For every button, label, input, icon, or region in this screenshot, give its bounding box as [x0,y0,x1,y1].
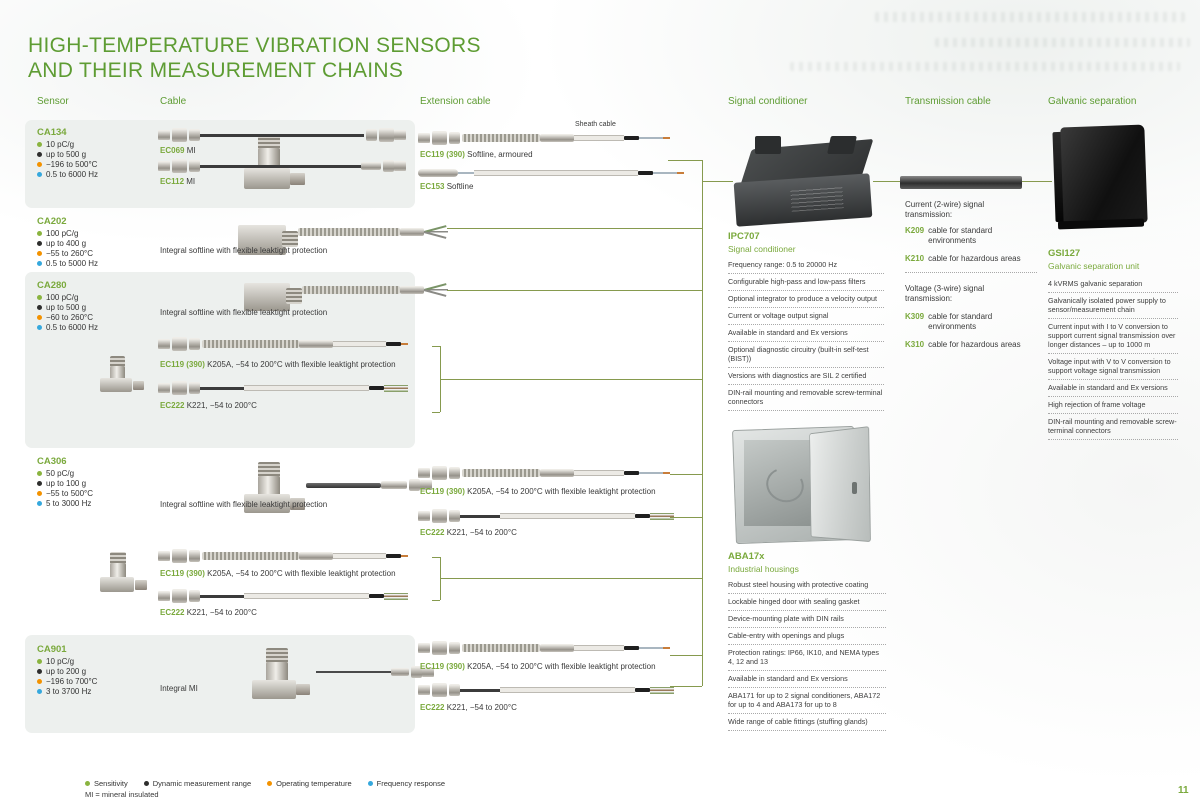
connector-line [432,412,440,413]
gsi127-code: GSI127 [1048,248,1081,259]
spec-sensitivity: 10 pC/g [37,656,97,666]
ext-label-ec222-3: EC222 K221, −54 to 200°C [420,703,517,712]
spec-frequency: 0.5 to 6000 Hz [37,322,98,332]
cable-label-ca280-integral: Integral softline with flexible leaktight protection [160,308,328,317]
connector-line [432,346,440,347]
legend-sensitivity: Sensitivity [85,779,128,788]
connector-bus [702,160,703,686]
ca901-integral-mi-photo [316,666,434,678]
ipc707-code: IPC707 [728,231,760,242]
ext-ec222-photo-3 [418,682,674,698]
gsi127-subtitle: Galvanic separation unit [1048,261,1140,271]
k309-item: K309 cable for standard environments [905,312,993,331]
feature-item: Wide range of cable fittings (stuffing glands) [728,714,886,731]
connector-line [440,379,702,380]
sensor-code-ca901: CA901 [37,644,67,655]
spec-temperature: −55 to 260°C [37,248,98,258]
connector-line [447,290,702,291]
bullet-dot [37,142,42,147]
column-header-sensor: Sensor [37,96,69,107]
page-number: 11 [1178,785,1189,796]
ca306-integral-cable-photo [306,478,432,492]
footer-note: MI = mineral insulated [85,790,159,799]
feature-item: 4 kVRMS galvanic separation [1048,276,1178,293]
spec-sensitivity: 100 pC/g [37,292,98,302]
bullet-dot [37,325,42,330]
sensor-specs-ca134 [37,139,98,179]
current-transmission-heading: Current (2-wire) signal transmission: [905,200,985,219]
bullet-dot [37,659,42,664]
feature-item: Optional diagnostic circuitry (built-in self-test (BIST)) [728,342,884,368]
sensor-specs-ca280 [37,292,98,332]
bullet-dot [37,315,42,320]
ext-label-ec119-2: EC119 (390) K205A, −54 to 200°C with flexible leaktight protection [420,487,656,496]
transmission-cable-photo [900,176,1022,189]
ext-label-ec119-armoured: EC119 (390) Softline, armoured [420,150,533,159]
ec112-cable-photo [158,158,406,174]
ca202-integral-cable-photo [296,224,448,240]
ext-label-ec222-2: EC222 K221, −54 to 200°C [420,528,517,537]
ca280-integral-cable-photo [300,282,448,298]
feature-item: Cable-entry with openings and plugs [728,628,886,645]
feature-item: ABA171 for up to 2 signal conditioners, ABA172 for up to 4 and ABA173 for up to 8 [728,688,886,714]
bullet-dot [37,669,42,674]
sensor-specs-ca202 [37,228,98,268]
page-title-line2: AND THEIR MEASUREMENT CHAINS [28,59,404,82]
bullet-dot [37,251,42,256]
page-title [28,33,481,83]
ca901-sensor-photo [250,648,316,702]
ext-ec119-photo-2 [418,465,670,481]
feature-item: Current or voltage output signal [728,308,884,325]
connector-line [432,600,440,601]
k210-item: K210 cable for hazardous areas [905,254,1021,263]
ext-ec222-photo-2 [418,508,674,524]
spec-temperature: −55 to 500°C [37,488,93,498]
sensor-specs-ca306 [37,468,93,508]
aba17x-code: ABA17x [728,551,765,562]
feature-item: Galvanically isolated power supply to sensor/measurement chain [1048,293,1178,319]
bullet-dot [144,781,149,786]
feature-item: Voltage input with V to V conversion to support voltage signal transmission [1048,354,1178,380]
ext-label-ec119-3: EC119 (390) K205A, −54 to 200°C with flexible leaktight protection [420,662,656,671]
cable-label-ec069: EC069 MI [160,146,196,155]
ipc707-subtitle: Signal conditioner [728,244,796,254]
spec-range: up to 500 g [37,149,98,159]
bullet-dot [37,501,42,506]
spec-range: up to 100 g [37,478,93,488]
connector-line [873,181,900,182]
spec-sensitivity: 100 pC/g [37,228,98,238]
feature-item: Protection ratings: IP66, IK10, and NEMA types 4, 12 and 13 [728,645,886,671]
connector-line [432,557,440,558]
connector-line [447,228,702,229]
k209-item: K209 cable for standard environments [905,226,993,245]
cable-label-ca202-integral: Integral softline with flexible leaktight protection [160,246,328,255]
column-header-cable: Cable [160,96,187,107]
background-texture [790,62,1180,71]
feature-item: Versions with diagnostics are SIL 2 certified [728,368,884,385]
spec-frequency: 0.5 to 6000 Hz [37,169,98,179]
spec-frequency: 0.5 to 5000 Hz [37,258,98,268]
bullet-dot [37,689,42,694]
feature-item: Optional integrator to produce a velocity output [728,291,884,308]
spec-temperature: −60 to 260°C [37,312,98,322]
ipc707-feature-list [728,257,884,411]
ext-ec119-photo-3 [418,640,670,656]
ec069-cable-photo [158,127,406,143]
bullet-dot [37,152,42,157]
spec-sensitivity: 50 pC/g [37,468,93,478]
ca306-sensor-photo-small [100,552,150,596]
bullet-dot [37,241,42,246]
aba17x-photo [728,424,886,548]
bullet-dot [37,679,42,684]
bullet-dot [37,471,42,476]
connector-line [440,578,702,579]
cable-label-ca280-ec119: EC119 (390) K205A, −54 to 200°C with flexible leaktight protection [160,360,396,369]
ec153-photo [418,166,684,180]
spec-frequency: 5 to 3000 Hz [37,498,93,508]
gsi127-feature-list [1048,276,1178,440]
cable-label-ca306-integral: Integral softline with flexible leaktight protection [160,500,328,509]
k310-item: K310 cable for hazardous areas [905,340,1021,349]
ca306-ec222-photo [158,588,408,604]
connector-line [670,686,702,687]
feature-item: Lockable hinged door with sealing gasket [728,594,886,611]
spec-sensitivity: 10 pC/g [37,139,98,149]
feature-item: Frequency range: 0.5 to 20000 Hz [728,257,884,274]
connector-line [670,517,702,518]
column-header-conditioner: Signal conditioner [728,96,808,107]
feature-item: DIN-rail mounting and removable screw-terminal connectors [728,385,884,411]
cable-label-ca306-ec119: EC119 (390) K205A, −54 to 200°C with flexible leaktight protection [160,569,396,578]
spec-temperature: −196 to 500°C [37,159,98,169]
feature-item: Configurable high-pass and low-pass filters [728,274,884,291]
bullet-dot [37,305,42,310]
sensor-code-ca280: CA280 [37,280,67,291]
cable-label-ca280-ec222: EC222 K221, −54 to 200°C [160,401,257,410]
ca306-ec119-photo [158,548,408,564]
bullet-dot [267,781,272,786]
feature-item: Current input with I to V conversion to support current signal transmission over longer distances – up to 1000 m [1048,319,1178,354]
bullet-dot [85,781,90,786]
sheath-cable-note: Sheath cable [575,121,616,128]
connector-line [670,655,702,656]
bullet-dot [37,231,42,236]
connector-line [668,160,702,161]
connector-line [1022,181,1052,182]
spec-range: up to 200 g [37,666,97,676]
bullet-dot [37,162,42,167]
ext-label-ec153: EC153 Softline [420,182,474,191]
cable-label-ca306-ec222: EC222 K221, −54 to 200°C [160,608,257,617]
feature-item: Available in standard and Ex versions [728,325,884,342]
bullet-dot [37,172,42,177]
divider [905,266,1037,273]
page-title-line1: HIGH-TEMPERATURE VIBRATION SENSORS [28,34,481,57]
spec-frequency: 3 to 3700 Hz [37,686,97,696]
column-header-transmission: Transmission cable [905,96,991,107]
aba17x-feature-list [728,577,886,731]
column-header-galvanic: Galvanic separation [1048,96,1137,107]
connector-line [670,474,702,475]
bullet-dot [37,295,42,300]
cable-label-ca901-integral: Integral MI [160,684,198,693]
ca280-ec119-photo [158,336,408,352]
legend-frequency: Frequency response [368,779,445,788]
background-texture [935,38,1190,47]
spec-range: up to 500 g [37,302,98,312]
ipc707-photo [733,136,873,228]
sensor-code-ca306: CA306 [37,456,67,467]
feature-item: DIN-rail mounting and removable screw-terminal connectors [1048,414,1178,440]
column-header-extension: Extension cable [420,96,491,107]
bullet-dot [368,781,373,786]
spec-range: up to 400 g [37,238,98,248]
bullet-dot [37,491,42,496]
sensor-specs-ca901 [37,656,97,696]
feature-item: Robust steel housing with protective coating [728,577,886,594]
gsi127-photo [1052,124,1152,232]
legend-temperature: Operating temperature [267,779,351,788]
feature-item: Available in standard and Ex versions [1048,380,1178,397]
legend-range: Dynamic measurement range [144,779,251,788]
background-texture [875,12,1185,22]
aba17x-subtitle: Industrial housings [728,564,799,574]
ca280-ec222-photo [158,380,408,396]
cable-label-ec112: EC112 MI [160,177,196,186]
footer-legend [85,779,445,788]
ec119-armoured-photo [418,130,670,146]
feature-item: Device-mounting plate with DIN rails [728,611,886,628]
ca280-sensor-photo-small [100,356,148,394]
connector-line [702,181,733,182]
feature-item: Available in standard and Ex versions [728,671,886,688]
spec-temperature: −196 to 700°C [37,676,97,686]
feature-item: High rejection of frame voltage [1048,397,1178,414]
sensor-code-ca202: CA202 [37,216,67,227]
bullet-dot [37,481,42,486]
voltage-transmission-heading: Voltage (3-wire) signal transmission: [905,284,985,303]
sensor-code-ca134: CA134 [37,127,67,138]
bullet-dot [37,261,42,266]
